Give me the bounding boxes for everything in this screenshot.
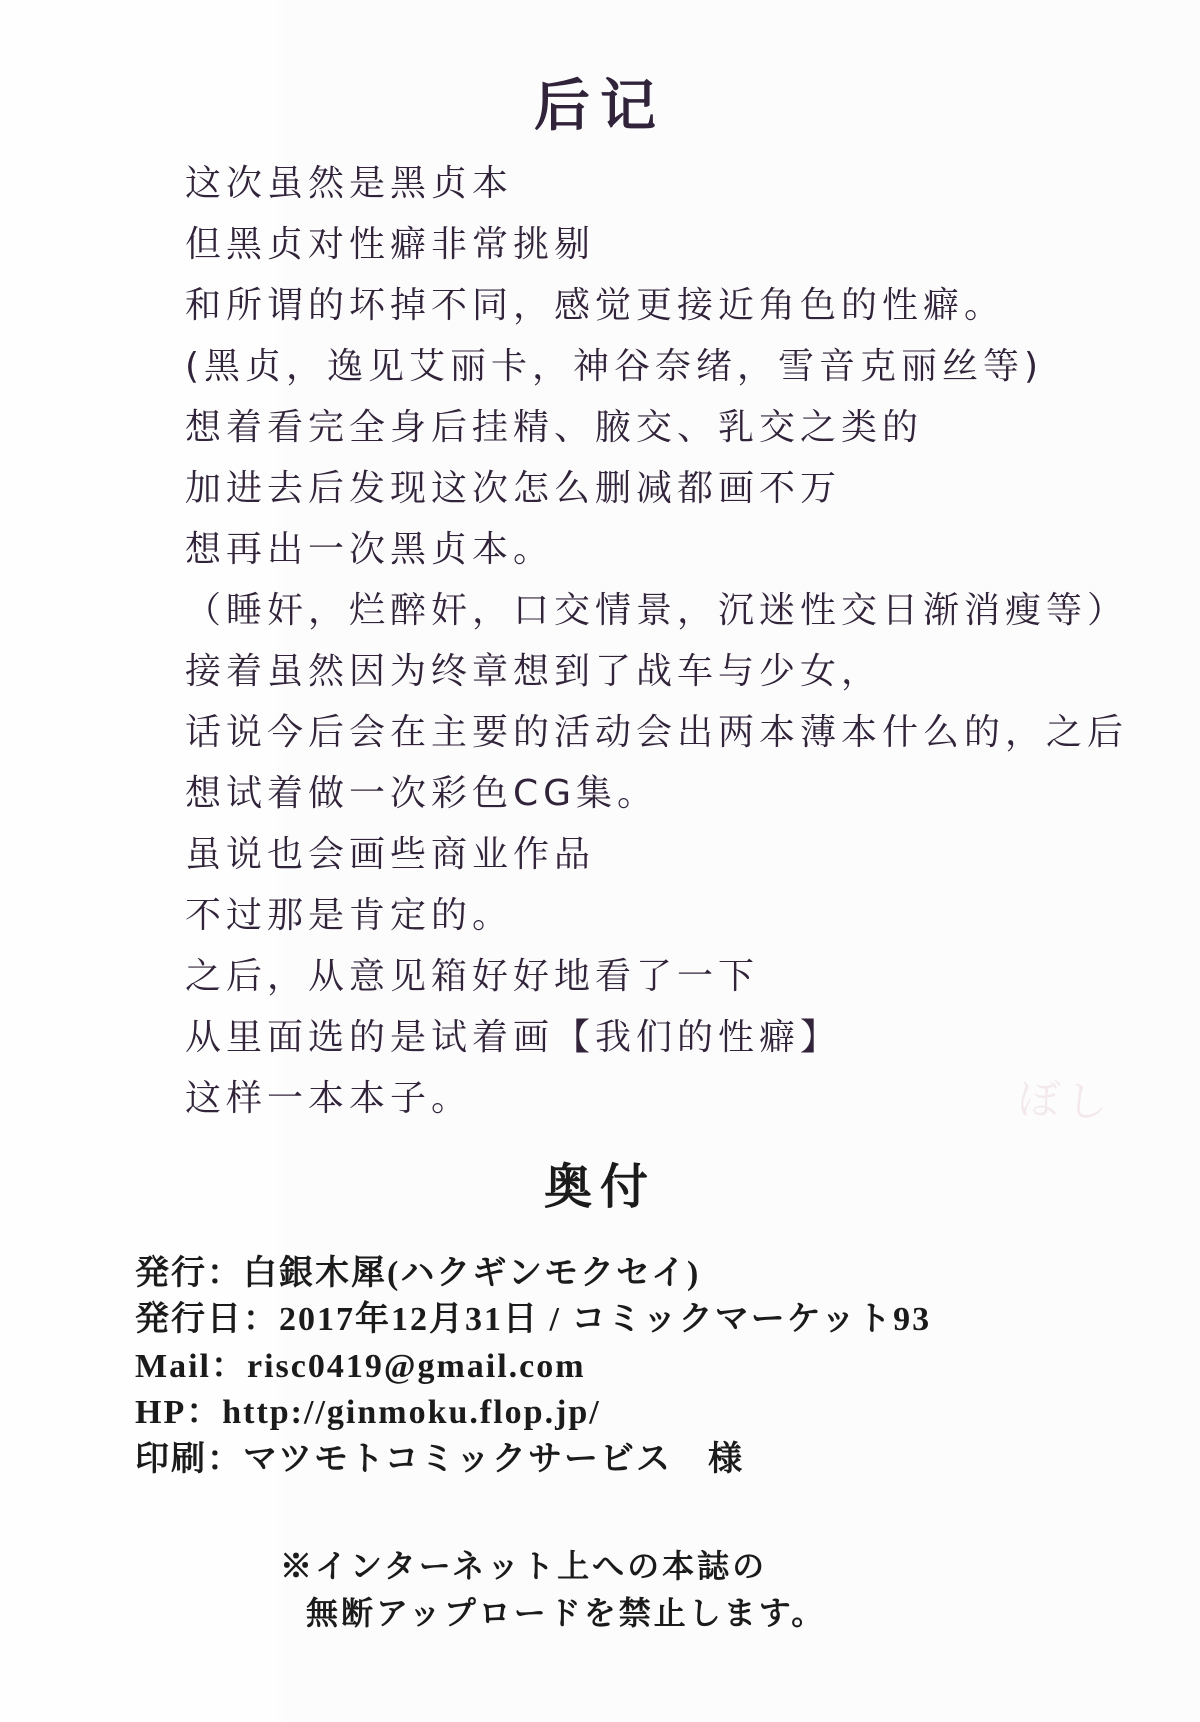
- afterword-line: 想试着做一次彩色CG集。: [185, 773, 659, 814]
- afterword-title: 后记: [534, 74, 666, 139]
- afterword-line: 想着看完全身后挂精、腋交、乳交之类的: [185, 407, 924, 448]
- colophon-line: Mail：risc0419@gmail.com: [135, 1347, 586, 1385]
- afterword-line: 加进去后发现这次怎么删减都画不万: [185, 468, 842, 509]
- afterword-line: （睡奸，烂醉奸，口交情景，沉迷性交日渐消瘦等）: [185, 590, 1129, 631]
- afterword-line: 这样一本本子。: [185, 1078, 473, 1119]
- colophon-line: 発行日：2017年12月31日 / コミックマーケット93: [135, 1301, 932, 1339]
- colophon-heading: 奥付: [543, 1161, 656, 1214]
- notice-line: 無断アップロードを禁止します。: [306, 1594, 827, 1631]
- afterword-line: 接着虽然因为终章想到了战车与少女，: [185, 651, 883, 692]
- afterword-line: 话说今后会在主要的活动会出两本薄本什么的，之后: [185, 712, 1129, 753]
- afterword-line: 不过那是肯定的。: [185, 895, 514, 936]
- colophon-line: 印刷：マツモトコミックサービス 様: [135, 1440, 744, 1478]
- afterword-line: 从里面选的是试着画【我们的性癖】: [185, 1017, 842, 1058]
- afterword-body: [185, 150, 1160, 1126]
- afterword-line: (黑贞，逸见艾丽卡，神谷奈绪，雪音克丽丝等): [185, 346, 1044, 387]
- afterword-line: 虽说也会画些商业作品: [185, 834, 596, 875]
- afterword-line: 这次虽然是黑贞本: [185, 163, 514, 204]
- afterword-line: 之后，从意见箱好好地看了一下: [185, 956, 760, 997]
- notice-line: ※インターネット上への本誌の: [280, 1547, 768, 1584]
- afterword-line: 但黑贞对性癖非常挑剔: [185, 224, 596, 265]
- colophon-block: [135, 1246, 1160, 1479]
- afterword-line: 想再出一次黑贞本。: [185, 529, 555, 570]
- faint-watermark-text: ぼし: [1016, 1073, 1116, 1128]
- colophon-line: 発行：白銀木犀(ハクギンモクセイ): [135, 1254, 701, 1292]
- upload-prohibition-notice: [280, 1540, 826, 1634]
- afterword-line: 和所谓的坏掉不同，感觉更接近角色的性癖。: [185, 285, 1006, 326]
- colophon-line: HP：http://ginmoku.flop.jp/: [135, 1394, 601, 1432]
